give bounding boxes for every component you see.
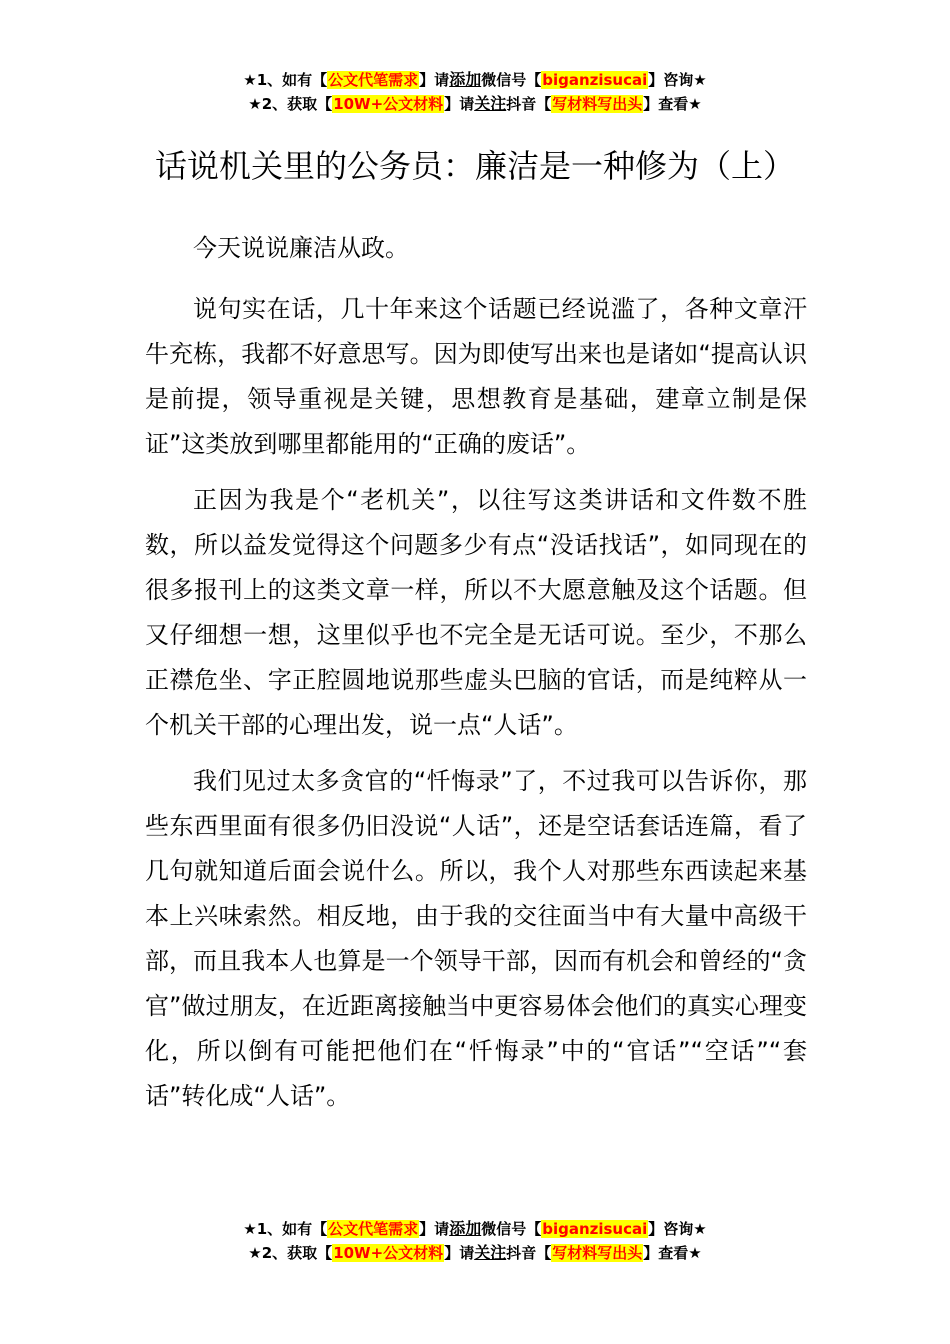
paragraph: 说句实在话，几十年来这个话题已经说滥了，各种文章汗牛充栋，我都不好意思写。因为即使写出来也是诸如“提高认识是前提，领导重视是关键，思想教育是基础，建章立制是保证”这类放到哪里都能用的“正确的废话”。 [145,295,807,458]
promo-text: 抖音【 [506,1244,552,1262]
promo-wechat-id: biganzisucai [542,71,648,89]
promo-line-1 [0,68,950,92]
promo-text: 微信号【 [481,71,542,89]
promo-text: 】请 [419,71,450,89]
promo-text: 】咨询★ [648,71,707,89]
promo-text: ★2、获取【 [248,95,333,113]
promo-highlight: 10W+公文材料 [333,95,444,113]
promo-underlined: 添加 [449,1219,482,1238]
promo-underlined: 添加 [449,70,482,89]
promo-text: 抖音【 [506,95,552,113]
promo-highlight: 公文代笔需求 [328,71,419,89]
promo-banner-top [0,68,950,116]
document-title: 话说机关里的公务员：廉洁是一种修为（上） [154,147,795,186]
promo-underlined: 关注 [474,94,507,113]
promo-wechat-id: biganzisucai [542,1220,648,1238]
promo-banner-bottom [0,1217,950,1265]
promo-highlight: 10W+公文材料 [333,1244,444,1262]
promo-underlined: 关注 [474,1243,507,1262]
promo-highlight: 公文代笔需求 [328,1220,419,1238]
paragraph: 今天说说廉洁从政。 [193,234,409,262]
promo-line-2 [0,92,950,116]
promo-text: 】咨询★ [648,1220,707,1238]
promo-douyin-name: 写材料写出头 [552,1244,643,1262]
promo-text: 微信号【 [481,1220,542,1238]
promo-line-2 [0,1241,950,1265]
promo-text: 】请 [419,1220,450,1238]
document-body [145,226,807,1130]
promo-text: ★1、如有【 [243,71,328,89]
promo-text: ★1、如有【 [243,1220,328,1238]
paragraph: 正因为我是个“老机关”，以往写这类讲话和文件数不胜数，所以益发觉得这个问题多少有点“没话找话”，如同现在的很多报刊上的这类文章一样，所以不大愿意触及这个话题。但又仔细想一想，这里似乎也不完全是无话可说。至少，不那么正襟危坐、字正腔圆地说那些虚头巴脑的官话，而是纯粹从一个机关干部的心理出发，说一点“人话”。 [145,486,807,739]
promo-text: 】请 [444,1244,475,1262]
promo-line-1 [0,1217,950,1241]
paragraph: 我们见过太多贪官的“忏悔录”了，不过我可以告诉你，那些东西里面有很多仍旧没说“人话”，还是空话套话连篇，看了几句就知道后面会说什么。所以，我个人对那些东西读起来基本上兴味索然。相反地，由于我的交往面当中有大量中高级干部，而且我本人也算是一个领导干部，因而有机会和曾经的“贪官”做过朋友，在近距离接触当中更容易体会他们的真实心理变化，所以倒有可能把他们在“忏悔录”中的“官话”“空话”“套话”转化成“人话”。 [145,767,807,1110]
promo-text: ★2、获取【 [248,1244,333,1262]
promo-text: 】查看★ [643,95,702,113]
promo-text: 】查看★ [643,1244,702,1262]
promo-douyin-name: 写材料写出头 [552,95,643,113]
promo-text: 】请 [444,95,475,113]
